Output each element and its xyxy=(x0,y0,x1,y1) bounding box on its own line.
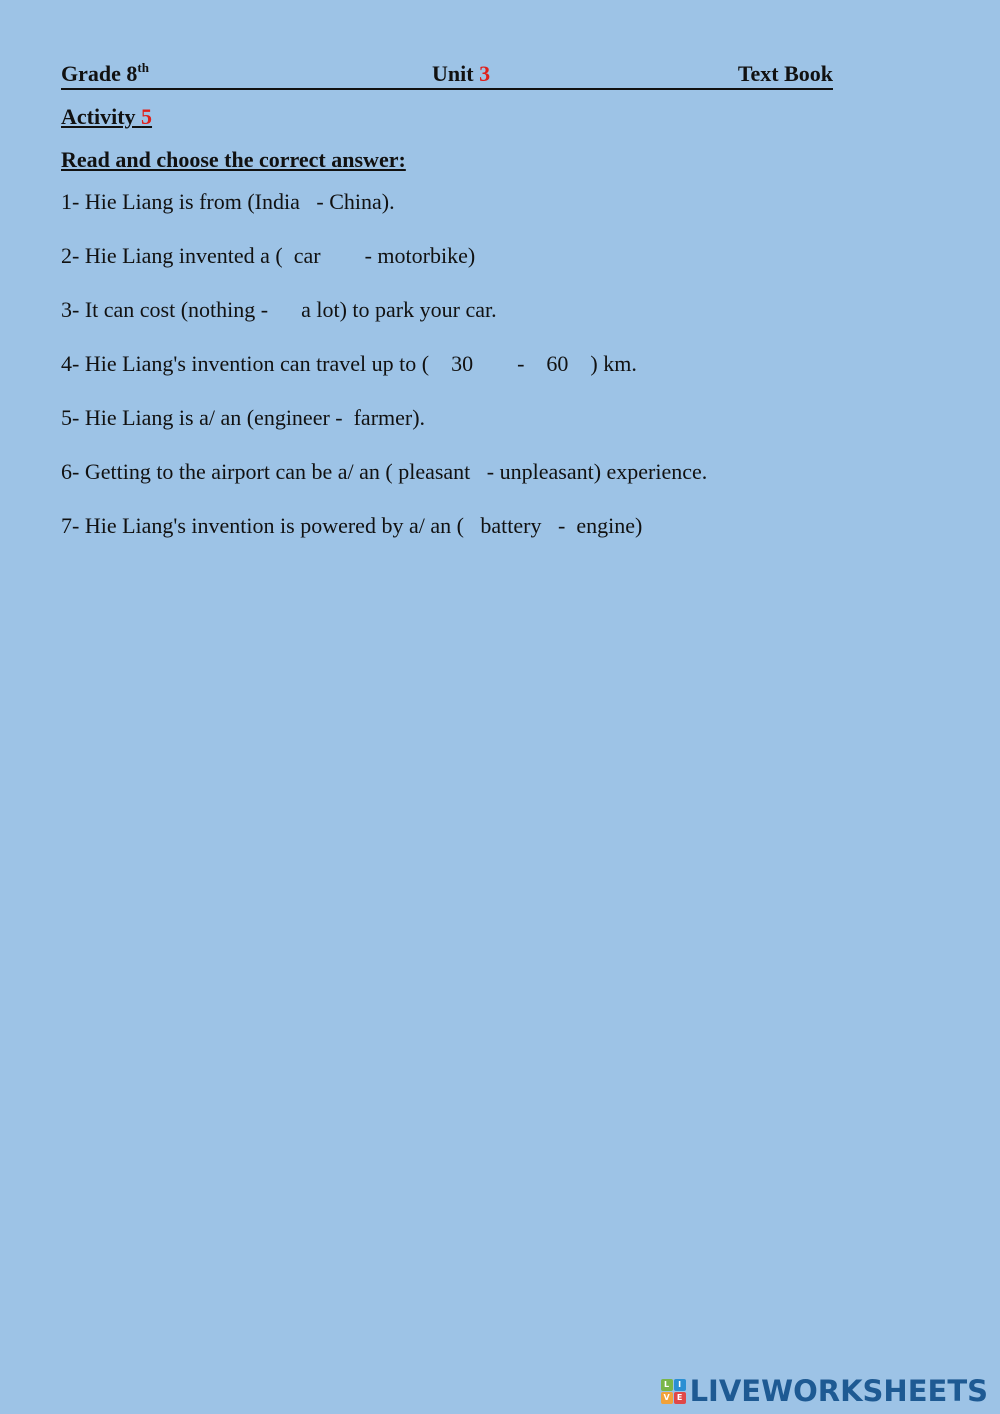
question-4: 4- Hie Liang's invention can travel up to ( 30 - 60 ) km. xyxy=(61,351,637,376)
unit-number: 3 xyxy=(479,61,491,86)
question-6: 6- Getting to the airport can be a/ an ( pleasant - unpleasant) experience. xyxy=(61,459,708,484)
liveworksheets-logo xyxy=(661,1372,988,1410)
book-label: Text Book xyxy=(737,61,833,86)
grade-superscript: th xyxy=(137,60,149,75)
question-5: 5- Hie Liang is a/ an (engineer - farmer). xyxy=(61,405,426,430)
activity-number: 5 xyxy=(141,104,153,129)
grade-label: Grade 8th xyxy=(61,60,149,86)
logo-text: LIVEWORKSHEETS xyxy=(689,1374,988,1408)
logo-grid-icon xyxy=(661,1379,686,1404)
logo-square-i: I xyxy=(674,1379,686,1391)
question-2: 2- Hie Liang invented a ( car - motorbike) xyxy=(61,243,476,268)
question-7: 7- Hie Liang's invention is powered by a/ an ( battery - engine) xyxy=(61,513,643,538)
question-3: 3- It can cost (nothing - a lot) to park your car. xyxy=(61,297,497,322)
unit-label: Unit 3 xyxy=(432,61,491,86)
logo-square-v: V xyxy=(661,1392,673,1404)
activity-title: Activity 5 xyxy=(61,104,153,129)
worksheet-header xyxy=(61,60,833,90)
question-1: 1- Hie Liang is from (India - China). xyxy=(61,189,395,214)
logo-square-e: E xyxy=(674,1392,686,1404)
logo-square-l: L xyxy=(661,1379,673,1391)
instruction-text: Read and choose the correct answer: xyxy=(61,147,406,172)
